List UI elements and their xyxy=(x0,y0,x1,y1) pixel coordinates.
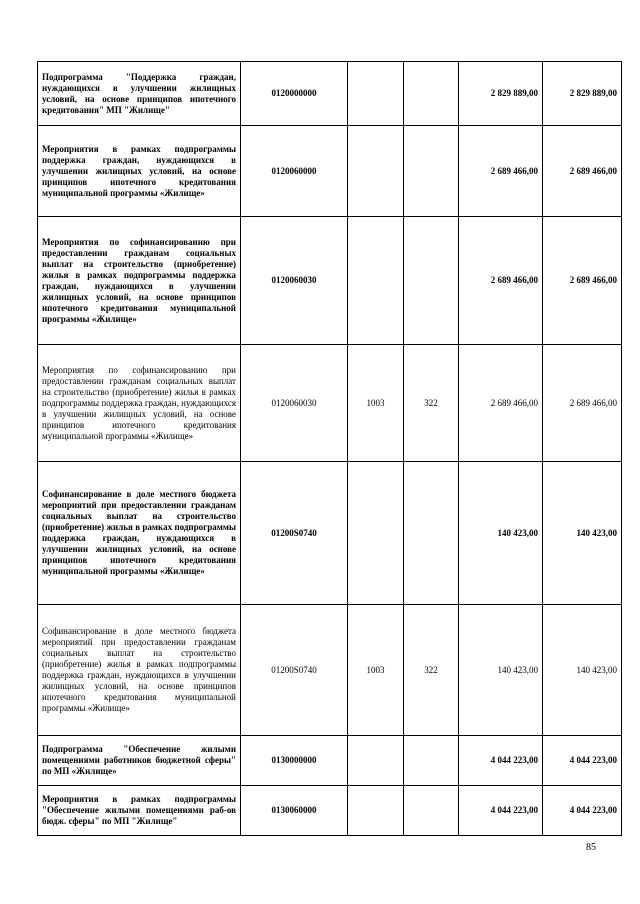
row-section xyxy=(348,126,404,217)
table-row xyxy=(38,736,622,786)
table-row xyxy=(38,217,622,345)
table-row xyxy=(38,786,622,836)
row-sum-2: 2 689 466,00 xyxy=(543,126,622,217)
table-row xyxy=(38,605,622,736)
row-code: 0120000000 xyxy=(241,62,348,126)
row-sum-2: 4 044 223,00 xyxy=(543,786,622,836)
row-section xyxy=(348,786,404,836)
row-section xyxy=(348,62,404,126)
row-name: Мероприятия по софинансированию при предоставлении гражданам социальных выплат на строительство (приобретение) жилья в рамках подпрограммы поддержка граждан, нуждающихся в улучшении жилищных условий, на основе принципов ипотечного кредитования муниципальной программы «Жилище» xyxy=(38,345,241,462)
row-sum-2: 2 689 466,00 xyxy=(543,345,622,462)
row-sum-2: 140 423,00 xyxy=(543,605,622,736)
row-expense-type xyxy=(404,462,459,605)
row-code: 0130000000 xyxy=(241,736,348,786)
row-code: 0120060030 xyxy=(241,345,348,462)
row-name: Мероприятия в рамках подпрограммы поддержка граждан, нуждающихся в улучшении жилищных условий, на основе принципов ипотечного кредитования муниципальной программы «Жилище» xyxy=(38,126,241,217)
row-sum-1: 2 689 466,00 xyxy=(459,217,543,345)
row-sum-1: 2 689 466,00 xyxy=(459,345,543,462)
row-sum-2: 2 829 889,00 xyxy=(543,62,622,126)
row-sum-1: 140 423,00 xyxy=(459,605,543,736)
budget-table xyxy=(37,61,622,836)
table-row xyxy=(38,345,622,462)
row-sum-1: 2 689 466,00 xyxy=(459,126,543,217)
row-sum-1: 140 423,00 xyxy=(459,462,543,605)
row-sum-1: 4 044 223,00 xyxy=(459,736,543,786)
table-row xyxy=(38,126,622,217)
row-name: Мероприятия по софинансированию при предоставлении гражданам социальных выплат на строительство (приобретение) жилья в рамках подпрограммы поддержка граждан, нуждающихся в улучшении жилищных условий, на основе принципов ипотечного кредитования муниципальной программы «Жилище» xyxy=(38,217,241,345)
row-sum-1: 4 044 223,00 xyxy=(459,786,543,836)
row-section: 1003 xyxy=(348,345,404,462)
row-section xyxy=(348,462,404,605)
row-name: Подпрограмма "Обеспечение жилыми помещениями работников бюджетной сферы" по МП «Жилище» xyxy=(38,736,241,786)
row-name: Софинансирование в доле местного бюджета мероприятий при предоставлении гражданам социальных выплат на строительство (приобретение) жилья в рамках подпрограммы поддержка граждан, нуждающихся в улучшении жилищных условий, на основе принципов ипотечного кредитования муниципальной программы «Жилище» xyxy=(38,462,241,605)
row-sum-1: 2 829 889,00 xyxy=(459,62,543,126)
row-name: Мероприятия в рамках подпрограммы "Обеспечение жилыми помещениями раб-ов бюдж. сферы" по МП "Жилище" xyxy=(38,786,241,836)
row-expense-type xyxy=(404,217,459,345)
row-code: 01200S0740 xyxy=(241,605,348,736)
row-sum-2: 4 044 223,00 xyxy=(543,736,622,786)
row-code: 01200S0740 xyxy=(241,462,348,605)
row-name: Софинансирование в доле местного бюджета мероприятий при предоставлении гражданам социальных выплат на строительство (приобретение) жилья в рамках подпрограммы поддержка граждан, нуждающихся в улучшении жилищных условий, на основе принципов ипотечного кредитования муниципальной программы «Жилище» xyxy=(38,605,241,736)
row-section: 1003 xyxy=(348,605,404,736)
row-code: 0120060030 xyxy=(241,217,348,345)
table-row xyxy=(38,62,622,126)
row-expense-type: 322 xyxy=(404,605,459,736)
row-name: Подпрограмма "Поддержка граждан, нуждающихся в улучшении жилищных условий, на основе принципов ипотечного кредитования" МП "Жилище" xyxy=(38,62,241,126)
row-sum-2: 2 689 466,00 xyxy=(543,217,622,345)
row-code: 0130060000 xyxy=(241,786,348,836)
row-expense-type xyxy=(404,126,459,217)
row-expense-type: 322 xyxy=(404,345,459,462)
row-expense-type xyxy=(404,736,459,786)
row-expense-type xyxy=(404,786,459,836)
row-section xyxy=(348,217,404,345)
row-sum-2: 140 423,00 xyxy=(543,462,622,605)
table-row xyxy=(38,462,622,605)
row-expense-type xyxy=(404,62,459,126)
row-code: 0120060000 xyxy=(241,126,348,217)
page-number: 85 xyxy=(586,842,596,853)
row-section xyxy=(348,736,404,786)
